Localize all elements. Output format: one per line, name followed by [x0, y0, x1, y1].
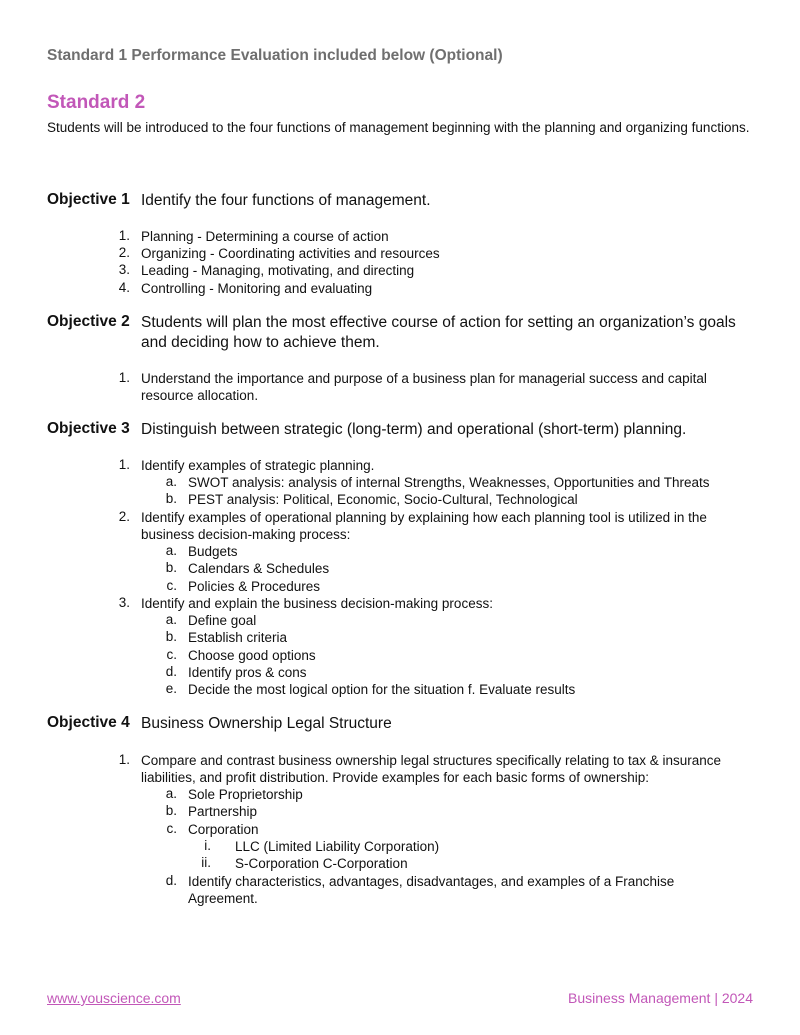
- sub-list-letter: a.: [165, 612, 177, 627]
- objective-text: Students will plan the most effective course of action for setting an organization’s goals and deciding how to achieve them.: [141, 314, 736, 351]
- sub-list-letter: a.: [165, 786, 177, 801]
- sub-list-item: Define goal: [188, 613, 257, 628]
- sub-list-item: Corporation: [188, 822, 259, 837]
- sub-list-item: Establish criteria: [188, 630, 288, 645]
- list-item: Understand the importance and purpose of a business plan for managerial success and capital resource allocation.: [141, 371, 707, 404]
- objective-text: Identify the four functions of management.: [141, 192, 431, 209]
- sub-list-item: Policies & Procedures: [188, 579, 321, 594]
- objective-label: Objective 2: [47, 313, 130, 330]
- sub-list-letter: c.: [166, 578, 177, 593]
- footer-website-link[interactable]: www.youscience.com: [47, 990, 181, 1006]
- list-number: 1.: [118, 228, 130, 243]
- sub-list-letter: a.: [165, 543, 177, 558]
- sub-list-item: Choose good options: [188, 648, 316, 663]
- sub-sub-list-roman: i.: [204, 838, 211, 853]
- list-number: 2.: [118, 509, 130, 524]
- sub-sub-list-item: LLC (Limited Liability Corporation): [235, 839, 440, 854]
- sub-list-letter: b.: [165, 491, 177, 506]
- sub-list-item: Decide the most logical option for the situation f. Evaluate results: [188, 682, 576, 697]
- sub-list-item: Budgets: [188, 544, 238, 559]
- standard-description: Students will be introduced to the four functions of management beginning with the planning and organizing functions.: [47, 120, 750, 135]
- sub-list-item: Sole Proprietorship: [188, 787, 303, 802]
- sub-list-item: Identify pros & cons: [188, 665, 307, 680]
- sub-list-letter: a.: [165, 474, 177, 489]
- objective-label: Objective 3: [47, 420, 130, 437]
- sub-list-letter: b.: [165, 560, 177, 575]
- sub-sub-list-item: S-Corporation C-Corporation: [235, 856, 408, 871]
- sub-sub-list-roman: ii.: [201, 855, 211, 870]
- sub-list-letter: e.: [165, 681, 177, 696]
- list-number: 3.: [118, 262, 130, 277]
- list-number: 4.: [118, 280, 130, 295]
- sub-list-letter: c.: [166, 647, 177, 662]
- list-number: 2.: [118, 245, 130, 260]
- sub-list-letter: c.: [166, 821, 177, 836]
- optional-note: Standard 1 Performance Evaluation included below (Optional): [47, 47, 503, 64]
- list-item: Planning - Determining a course of action: [141, 229, 389, 244]
- objective-text: Distinguish between strategic (long-term) and operational (short-term) planning.: [141, 421, 687, 438]
- list-item: Identify examples of strategic planning.: [141, 458, 375, 473]
- list-item: Identify examples of operational planning by explaining how each planning tool is utilized in the business decision-making process:: [141, 510, 707, 543]
- sub-list-item: Calendars & Schedules: [188, 561, 330, 576]
- sub-list-item: SWOT analysis: analysis of internal Strengths, Weaknesses, Opportunities and Threats: [188, 475, 710, 490]
- list-item: Leading - Managing, motivating, and directing: [141, 263, 415, 278]
- objective-label: Objective 1: [47, 191, 130, 208]
- sub-list-letter: d.: [165, 664, 177, 679]
- list-item: Identify and explain the business decision-making process:: [141, 596, 493, 611]
- list-item: Compare and contrast business ownership legal structures specifically relating to tax & insurance liabilities, and profit distribution. Provide examples for each basic forms of ownership:: [141, 753, 722, 786]
- sub-list-item: Identify characteristics, advantages, disadvantages, and examples of a Franchise Agreement.: [188, 874, 675, 907]
- objective-label: Objective 4: [47, 714, 130, 731]
- objective-text: Business Ownership Legal Structure: [141, 715, 392, 732]
- sub-list-letter: d.: [165, 873, 177, 888]
- list-item: Organizing - Coordinating activities and resources: [141, 246, 440, 261]
- sub-list-item: PEST analysis: Political, Economic, Socio-Cultural, Technological: [188, 492, 578, 507]
- standard-title: Standard 2: [47, 92, 146, 113]
- list-number: 1.: [118, 752, 130, 767]
- list-number: 3.: [118, 595, 130, 610]
- list-number: 1.: [118, 457, 130, 472]
- list-item: Controlling - Monitoring and evaluating: [141, 281, 373, 296]
- footer-course-label: Business Management | 2024: [568, 990, 753, 1006]
- sub-list-letter: b.: [165, 803, 177, 818]
- sub-list-item: Partnership: [188, 804, 258, 819]
- sub-list-letter: b.: [165, 629, 177, 644]
- list-number: 1.: [118, 370, 130, 385]
